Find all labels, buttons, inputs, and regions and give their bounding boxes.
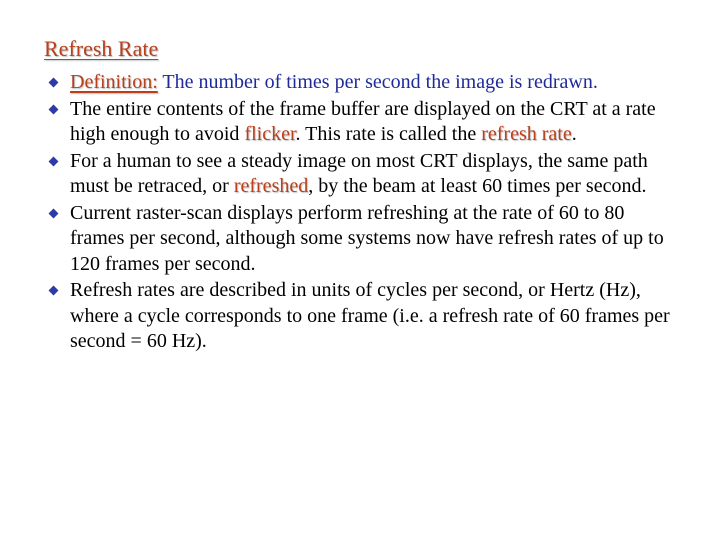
bullet-list [0,70,720,356]
bullet-text: . This rate is called the [295,123,482,145]
highlight-flicker: flicker [244,123,296,145]
bullet-definition [70,70,670,96]
diamond-bullet-icon [49,104,59,114]
bullet-text: Refresh rates are described in units of cycles per second, or Hertz (Hz), where a cycle corresponds to one frame (i.e. a refresh rate of 60 frames per second = 60 Hz). [70,279,670,352]
bullet-frame-buffer [70,97,670,148]
diamond-bullet-icon [49,208,59,218]
bullet-raster-scan [70,201,670,278]
bullet-text: Current raster-scan displays perform refreshing at the rate of 60 to 80 frames per second, although some systems now have refresh rates of up to 120 frames per second. [70,201,664,275]
bullet-text: For a human to see a steady image on most CRT displays, the same path must be retraced, or [70,149,648,197]
slide-title: Refresh Rate [44,36,159,61]
diamond-bullet-icon [49,286,59,296]
definition-term: Definition: [70,71,158,93]
bullet-text: The entire contents of the frame buffer are displayed on the CRT at a rate high enough to avoid [70,97,656,145]
diamond-bullet-icon [49,78,59,88]
definition-text: The number of times per second the image is redrawn. [157,71,598,93]
bullet-text: , by the beam at least 60 times per second. [308,175,647,197]
highlight-refreshed: refreshed [233,175,309,197]
bullet-hertz [70,278,670,355]
bullet-steady-image [70,149,670,200]
diamond-bullet-icon [49,156,59,166]
bullet-text: . [571,123,577,145]
highlight-refresh-rate: refresh rate [481,123,572,145]
